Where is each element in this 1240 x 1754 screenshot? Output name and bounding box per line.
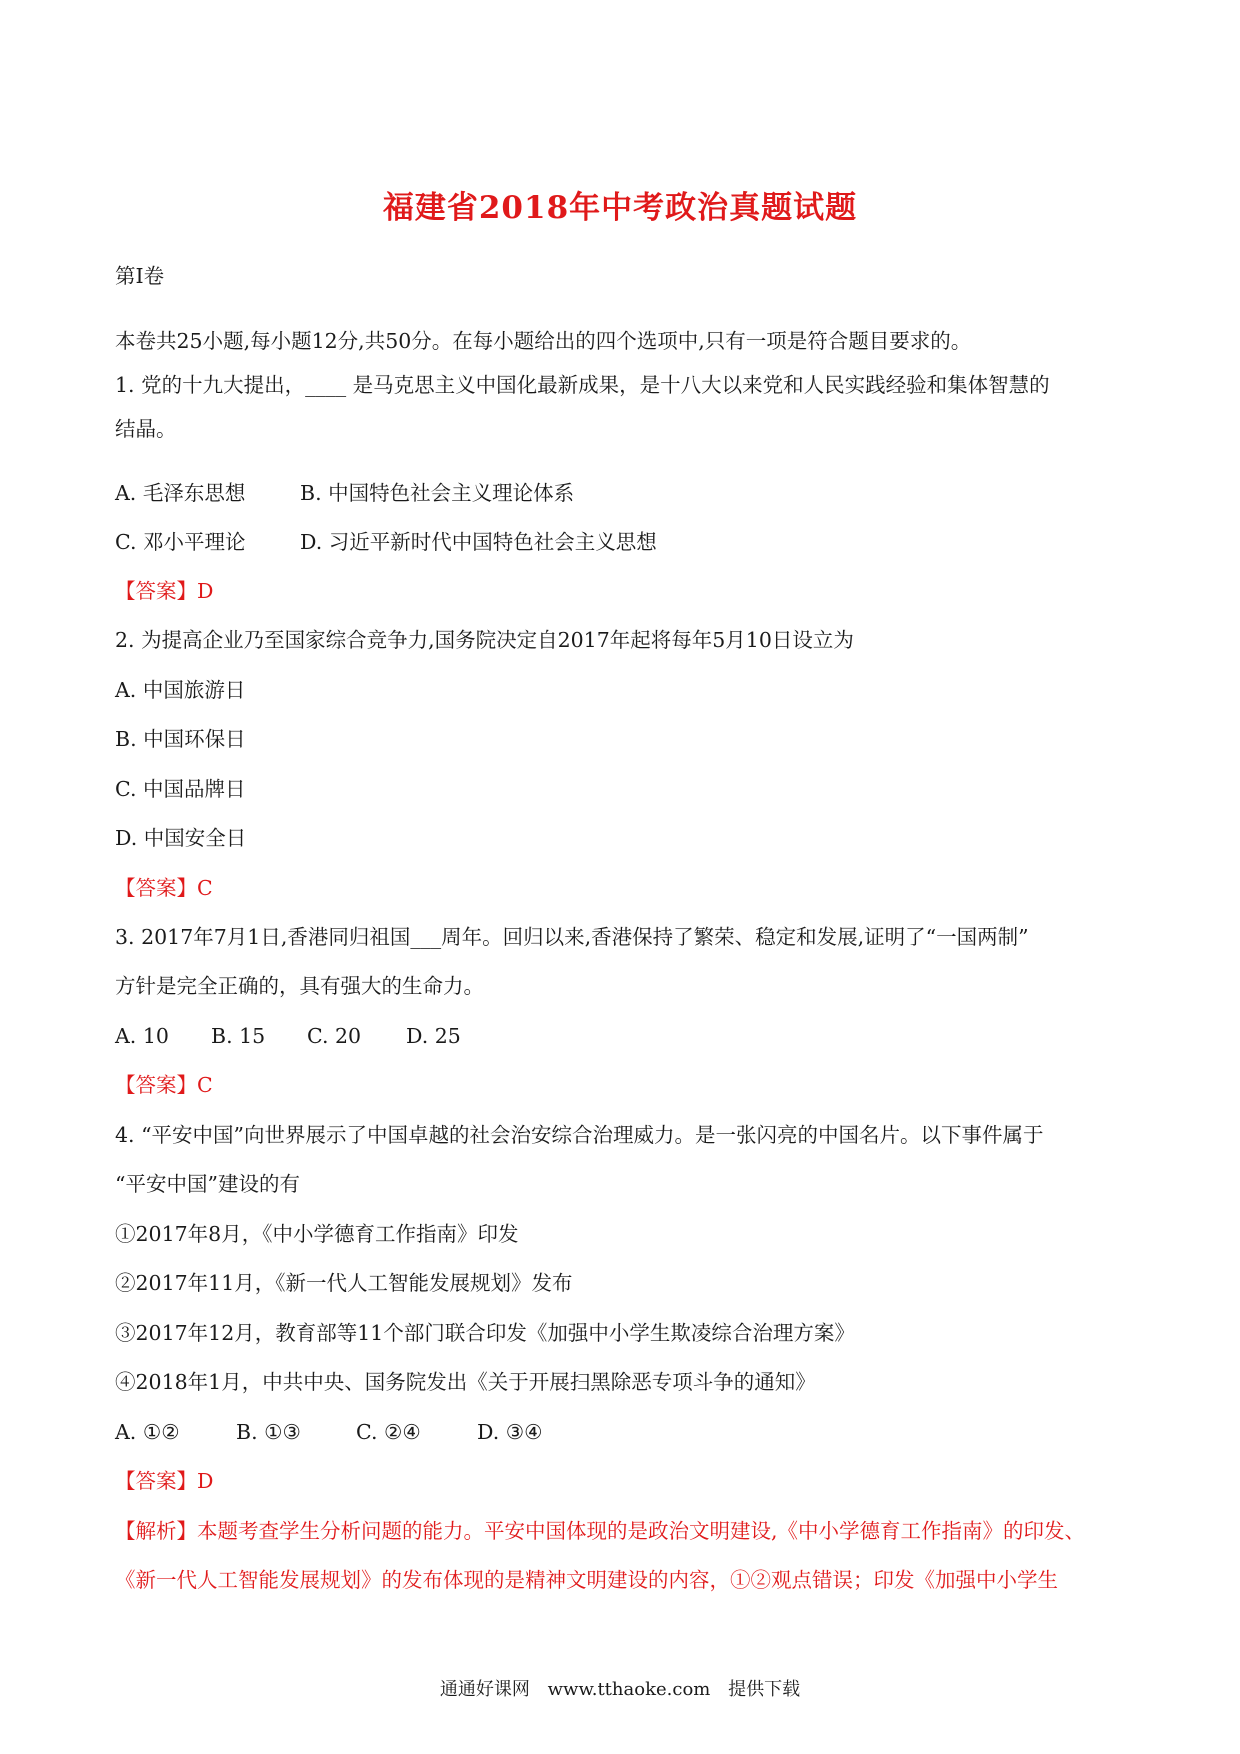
- q4-option-a: A. ①②: [115, 1420, 180, 1444]
- footer-site-name: 通通好课网: [439, 1679, 530, 1700]
- q2-option-b: B. 中国环保日: [115, 727, 246, 751]
- q4-analysis-line1: 【解析】本题考查学生分析问题的能力。平安中国体现的是政治文明建设,《中小学德育工作指南》的印发、: [115, 1519, 1086, 1543]
- q3-option-d: D. 25: [406, 1024, 461, 1048]
- q3-option-b: B. 15: [211, 1024, 266, 1048]
- q3-option-c: C. 20: [307, 1024, 362, 1048]
- q4-item-3: ③2017年12月，教育部等11个部门联合印发《加强中小学生欺凌综合治理方案》: [115, 1321, 855, 1345]
- q4-option-d: D. ③④: [477, 1420, 543, 1444]
- instruction-text: 本卷共25小题,每小题12分,共50分。在每小题给出的四个选项中,只有一项是符合题目要求的。: [115, 329, 972, 353]
- q4-stem-line1: 4. “平安中国”向世界展示了中国卓越的社会治安综合治理威力。是一张闪亮的中国名片。以下事件属于: [115, 1123, 1044, 1147]
- q4-item-4: ④2018年1月，中共中央、国务院发出《关于开展扫黑除恶专项斗争的通知》: [115, 1370, 816, 1394]
- q1-option-c: C. 邓小平理论: [115, 530, 246, 554]
- q2-stem: 2. 为提高企业乃至国家综合竞争力,国务院决定自2017年起将每年5月10日设立为: [115, 628, 854, 652]
- q3-stem-line1: 3. 2017年7月1日,香港同归祖国___周年。回归以来,香港保持了繁荣、稳定和发展,证明了“一国两制”: [115, 925, 1029, 949]
- q2-option-a: A. 中国旅游日: [115, 678, 246, 702]
- q3-answer: 【答案】C: [115, 1073, 213, 1097]
- q1-answer: 【答案】D: [115, 579, 214, 603]
- q2-answer: 【答案】C: [115, 876, 213, 900]
- q4-stem-line2: “平安中国”建设的有: [115, 1172, 300, 1196]
- q4-analysis-line2: 《新一代人工智能发展规划》的发布体现的是精神文明建设的内容，①②观点错误；印发《加强中小学生: [115, 1568, 1058, 1592]
- q2-option-d: D. 中国安全日: [115, 826, 247, 850]
- page-footer: [0, 1675, 1240, 1701]
- q1-option-d: D. 习近平新时代中国特色社会主义思想: [300, 530, 657, 554]
- q4-answer: 【答案】D: [115, 1469, 214, 1493]
- q3-stem-line2: 方针是完全正确的，具有强大的生命力。: [115, 974, 484, 998]
- q1-option-a: A. 毛泽东思想: [115, 481, 246, 505]
- q4-option-c: C. ②④: [356, 1420, 421, 1444]
- q4-option-b: B. ①③: [236, 1420, 301, 1444]
- q1-option-b: B. 中国特色社会主义理论体系: [300, 481, 575, 505]
- page-title: 福建省2018年中考政治真题试题: [382, 190, 858, 226]
- q1-stem-line1: 1. 党的十九大提出，____ 是马克思主义中国化最新成果，是十八大以来党和人民实践经验和集体智慧的: [115, 373, 1050, 397]
- q2-option-c: C. 中国品牌日: [115, 777, 246, 801]
- footer-note: 提供下载: [728, 1679, 801, 1700]
- q4-item-2: ②2017年11月，《新一代人工智能发展规划》发布: [115, 1271, 573, 1295]
- q3-option-a: A. 10: [115, 1024, 169, 1048]
- section-label: 第Ⅰ卷: [115, 264, 165, 288]
- q1-stem-line2: 结晶。: [115, 417, 177, 441]
- q4-item-1: ①2017年8月，《中小学德育工作指南》印发: [115, 1222, 519, 1246]
- footer-url-link[interactable]: www.tthaoke.com: [547, 1679, 711, 1700]
